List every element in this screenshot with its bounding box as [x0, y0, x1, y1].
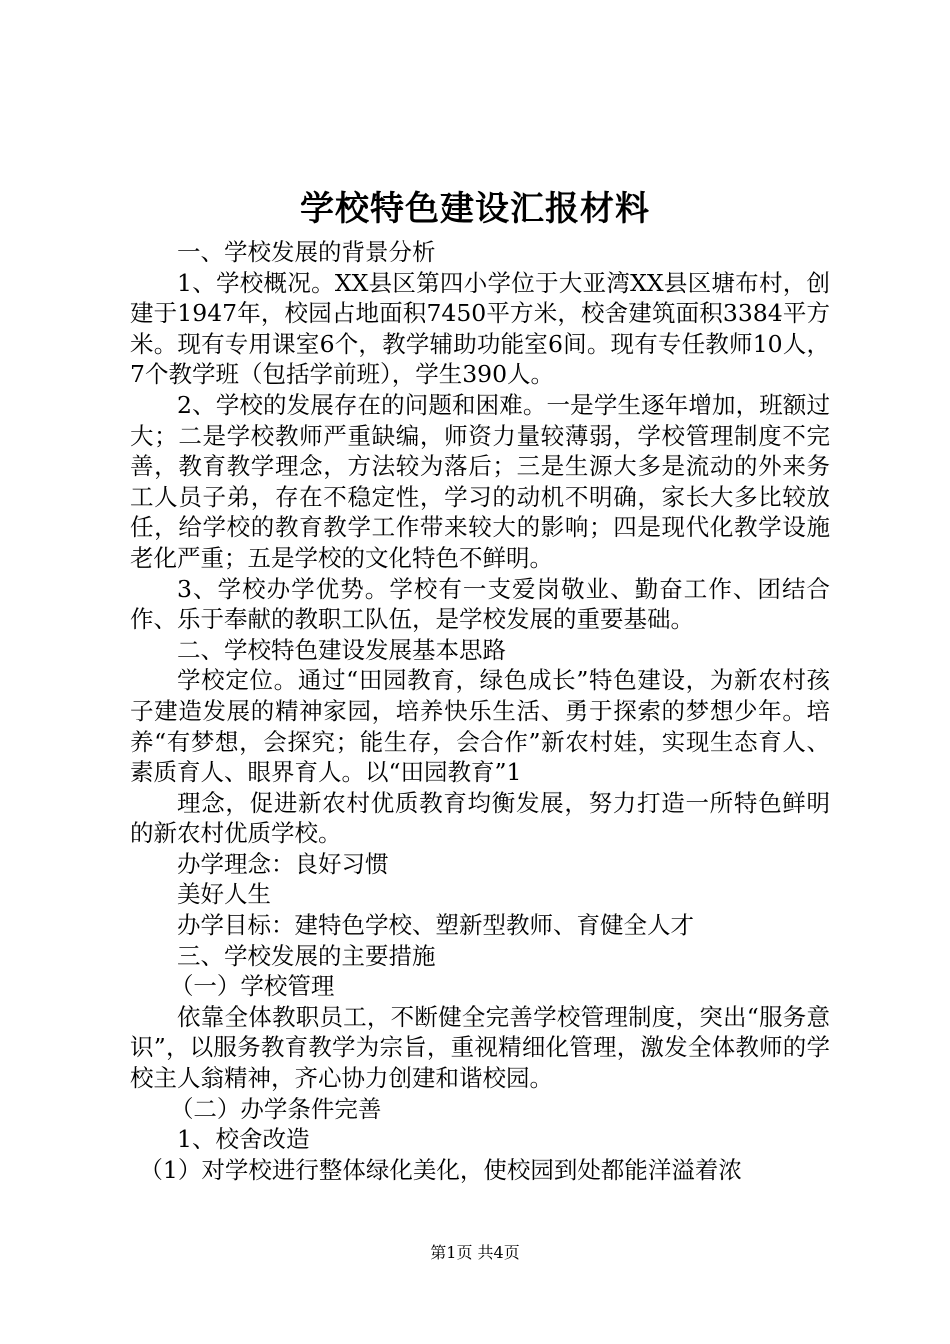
paragraph-positioning: 学校定位。通过“田园教育，绿色成长”特色建设，为新农村孩子建造发展的精神家园，培养快乐生活、勇于探索的梦想少年。培养“有梦想，会探究；能生存，会合作”新农村娃，实现生态育人、素质育人、眼界育人。以“田园教育”1 — [130, 666, 830, 787]
paragraph-greening: （1）对学校进行整体绿化美化，使校园到处都能洋溢着浓 — [139, 1155, 742, 1184]
paragraph-school-overview: 1、学校概况。XX县区第四小学位于大亚湾XX县区塘布村，创建于1947年，校园占地面积7450平方米，校舍建筑面积3384平方米。现有专用课室6个，教学辅助功能室6间。现有专任教师10人，7个教学班（包括学前班），学生390人。 — [130, 268, 830, 389]
section-heading-3: 三、学校发展的主要措施 — [177, 941, 436, 970]
section-heading-1: 一、学校发展的背景分析 — [177, 238, 436, 266]
paragraph-advantages: 3、学校办学优势。学校有一支爱岗敬业、勤奋工作、团结合作、乐于奉献的教职工队伍，是学校发展的重要基础。 — [130, 574, 830, 634]
paragraph-school-motto-cont: 美好人生 — [177, 880, 271, 909]
subsection-heading-management: （一）学校管理 — [169, 972, 335, 1001]
document-title: 学校特色建设汇报材料 — [300, 189, 650, 229]
section-heading-2: 二、学校特色建设发展基本思路 — [177, 635, 506, 664]
subsection-heading-conditions: （二）办学条件完善 — [169, 1094, 382, 1123]
paragraph-management: 依靠全体教职员工，不断健全完善学校管理制度，突出“服务意识”，以服务教育教学为宗旨，重视精细化管理，激发全体教师的学校主人翁精神，齐心协力创建和谐校园。 — [130, 1002, 830, 1093]
item-heading-renovation: 1、校舍改造 — [177, 1125, 310, 1154]
paragraph-philosophy: 理念，促进新农村优质教育均衡发展，努力打造一所特色鲜明的新农村优质学校。 — [130, 788, 830, 848]
paragraph-school-goal: 办学目标：建特色学校、塑新型教师、育健全人才 — [177, 911, 694, 940]
page-footer: 第1页 共4页 — [430, 1243, 520, 1262]
paragraph-school-motto: 办学理念：良好习惯 — [177, 849, 389, 878]
paragraph-problems: 2、学校的发展存在的问题和困难。一是学生逐年增加，班额过大；二是学校教师严重缺编，师资力量较薄弱，学校管理制度不完善，教育教学理念，方法较为落后；三是生源大多是流动的外来务工人员子弟，存在不稳定性，学习的动机不明确，家长大多比较放任，给学校的教育教学工作带来较大的影响；四是现代化教学设施老化严重；五是学校的文化特色不鲜明。 — [130, 390, 830, 572]
document-body — [130, 237, 830, 1185]
